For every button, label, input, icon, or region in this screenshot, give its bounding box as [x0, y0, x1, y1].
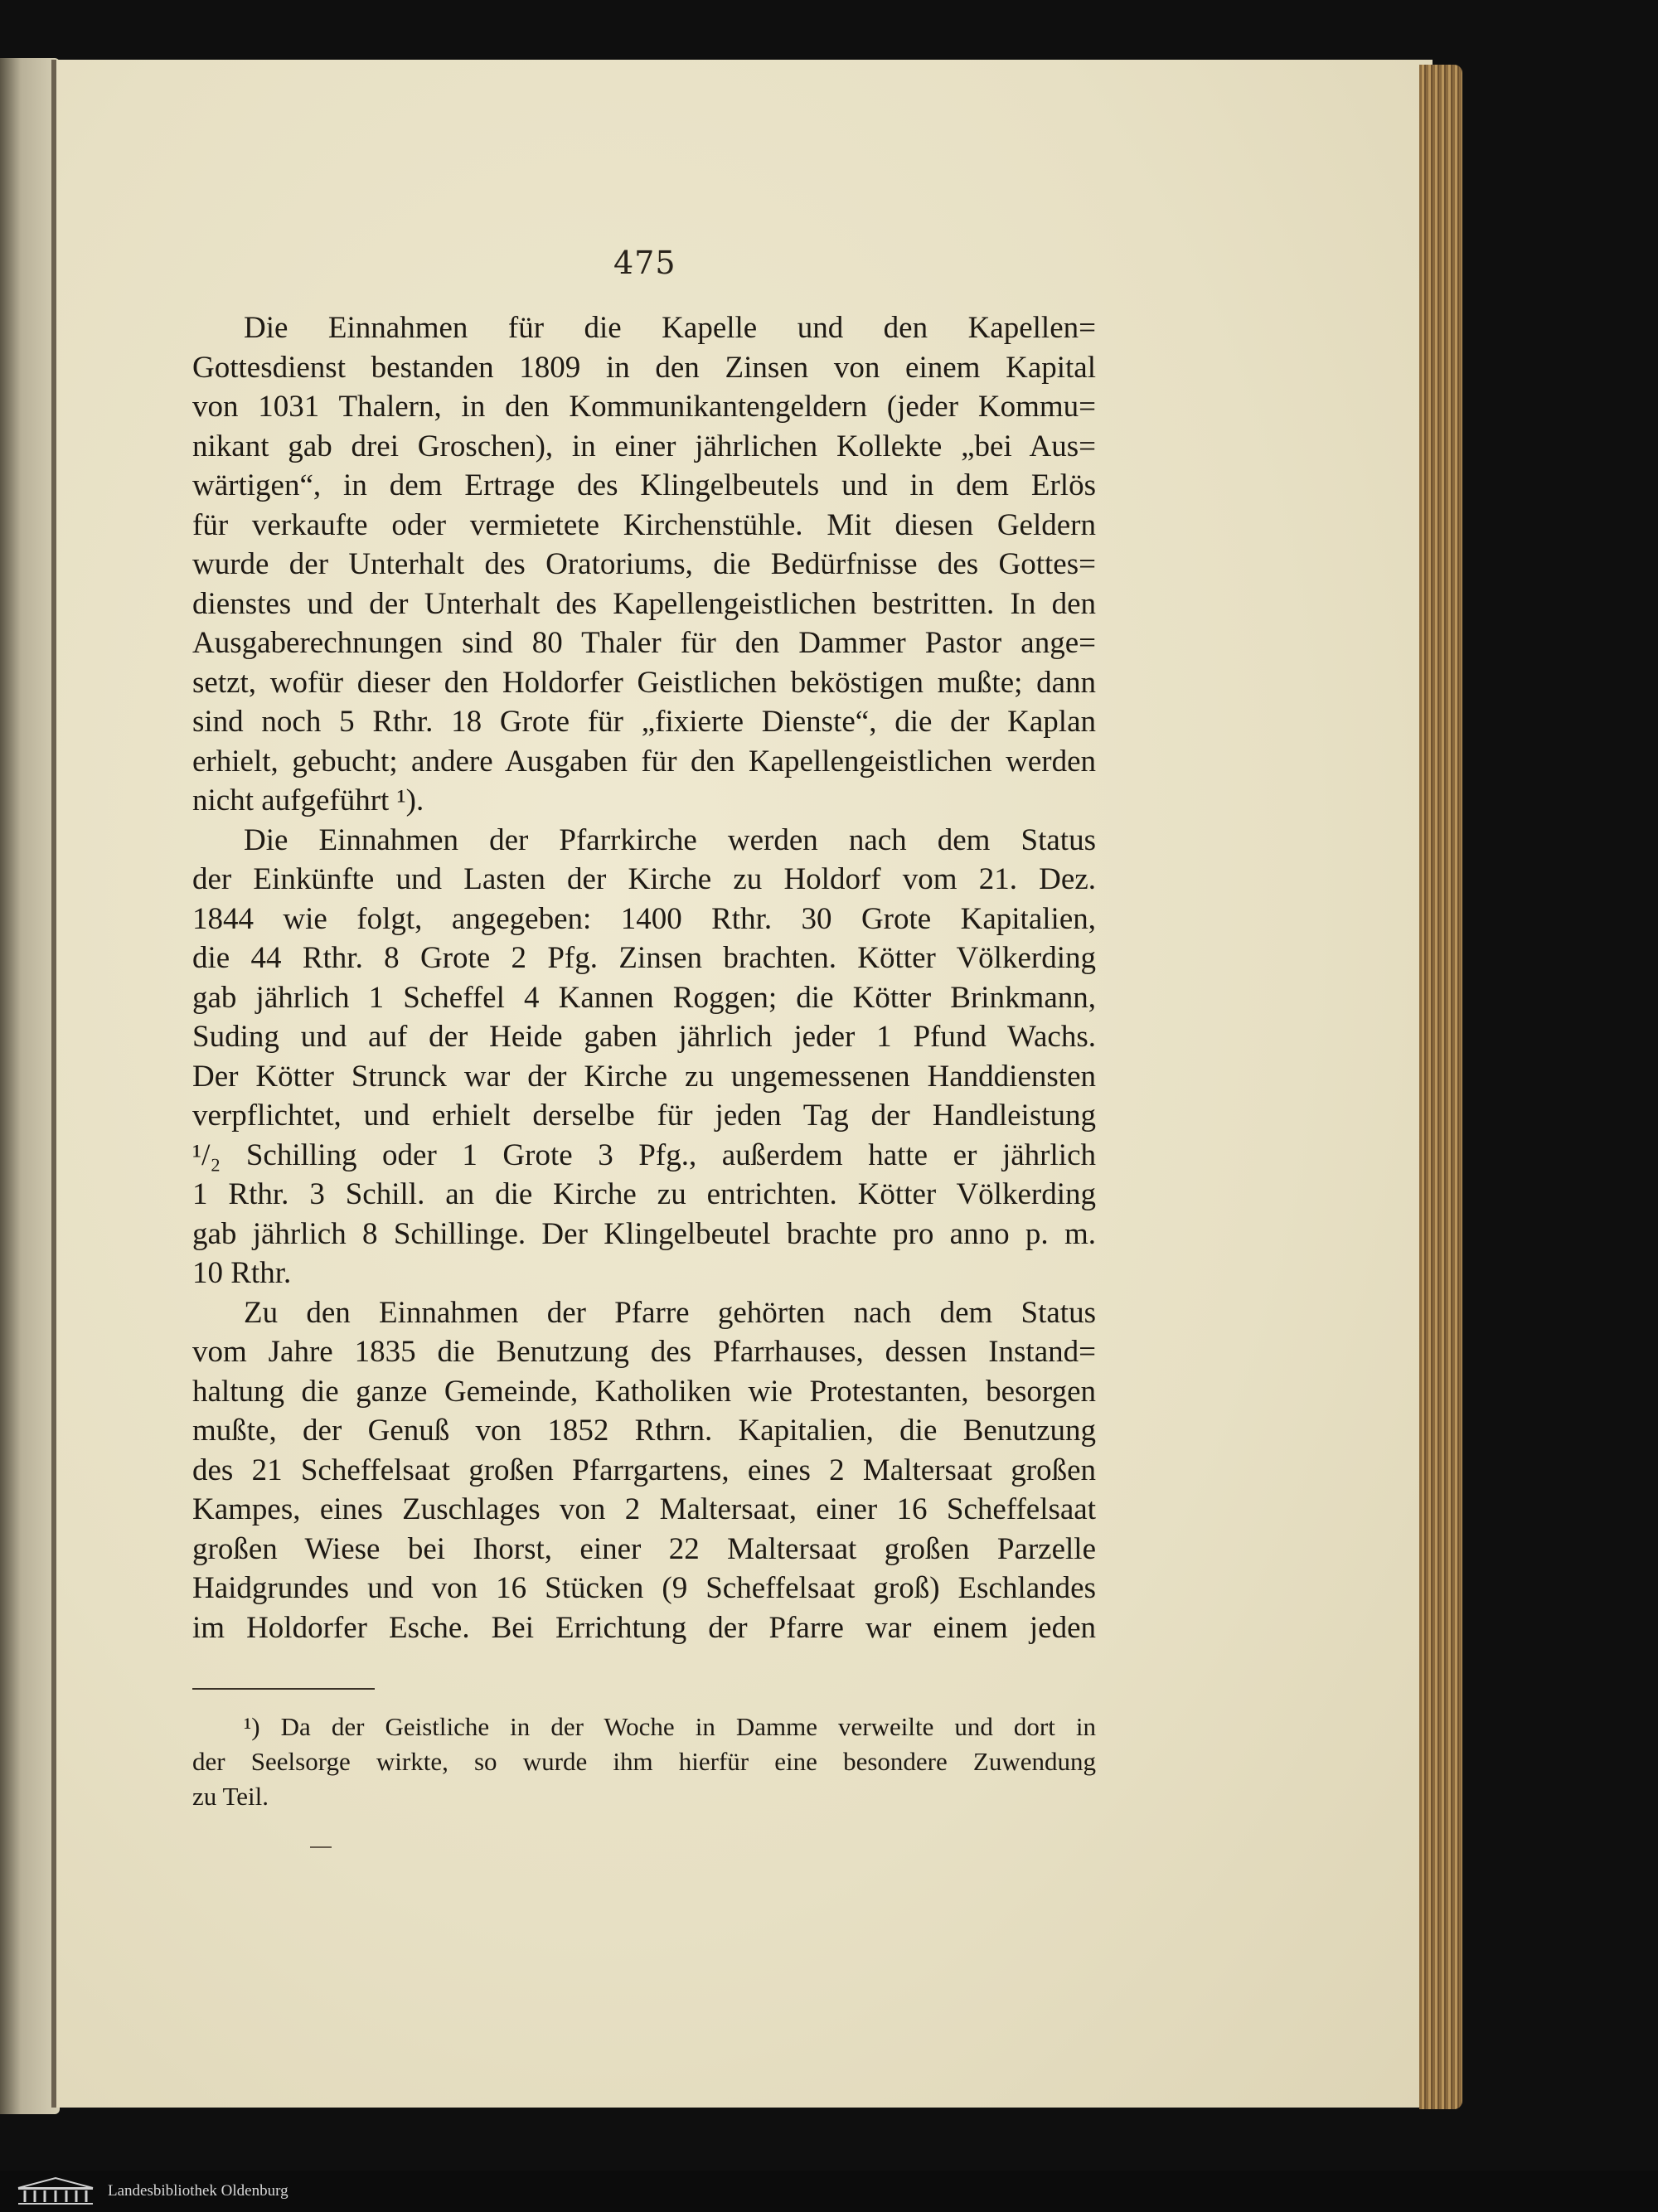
- footnote-line: ¹) Da der Geistliche in der Woche in Damme verweilte und dort in: [244, 1712, 1096, 1741]
- text-line: der Einkünfte und Lasten der Kirche zu Holdorf vom 21. Dez.: [192, 862, 1096, 896]
- text-line: von 1031 Thalern, in den Kommunikantengeldern (jeder Kommu=: [192, 390, 1096, 424]
- text-line: Ausgaberechnungen sind 80 Thaler für den Dammer Pastor ange=: [192, 626, 1096, 660]
- book-edge: [1419, 65, 1462, 2109]
- text-line: ¹/₂ Schilling oder 1 Grote 3 Pfg., außerdem hatte er jährlich: [192, 1138, 1096, 1172]
- page-number: 475: [613, 245, 676, 281]
- footnotes: [192, 1710, 1096, 1814]
- footnote-line: zu Teil.: [192, 1782, 269, 1811]
- library-banner: [0, 2171, 1658, 2212]
- text-line: Die Einnahmen der Pfarrkirche werden nach dem Status: [244, 822, 1096, 857]
- text-line: für verkaufte oder vermietete Kirchenstühle. Mit diesen Geldern: [192, 507, 1096, 542]
- text-line: Zu den Einnahmen der Pfarre gehörten nach dem Status: [244, 1295, 1096, 1330]
- text-line: nicht aufgeführt ¹).: [192, 783, 424, 817]
- text-line: gab jährlich 1 Scheffel 4 Kannen Roggen; die Kötter Brinkmann,: [192, 980, 1096, 1015]
- text-line: Gottesdienst bestanden 1809 in den Zinsen von einem Kapital: [192, 350, 1096, 385]
- text-line: nikant gab drei Groschen), in einer jährlichen Kollekte „bei Aus=: [192, 429, 1096, 463]
- footnote-rule: [192, 1688, 375, 1690]
- text-line: die 44 Rthr. 8 Grote 2 Pfg. Zinsen brachten. Kötter Völkerding: [192, 941, 1096, 975]
- text-line: Suding und auf der Heide gaben jährlich jeder 1 Pfund Wachs.: [192, 1020, 1096, 1054]
- text-line: gab jährlich 8 Schillinge. Der Klingelbeutel brachte pro anno p. m.: [192, 1216, 1096, 1251]
- text-line: Der Kötter Strunck war der Kirche zu ungemessenen Handdiensten: [192, 1059, 1096, 1094]
- text-line: im Holdorfer Esche. Bei Errichtung der Pfarre war einem jeden: [192, 1610, 1096, 1645]
- text-line: setzt, wofür dieser den Holdorfer Geistlichen beköstigen mußte; dann: [192, 665, 1096, 700]
- text-line: sind noch 5 Rthr. 18 Grote für „fixierte Dienste“, die der Kaplan: [192, 705, 1096, 739]
- text-line: 10 Rthr.: [192, 1256, 292, 1290]
- footnote-line: der Seelsorge wirkte, so wurde ihm hierfür eine besondere Zuwendung: [192, 1747, 1096, 1776]
- text-line: des 21 Scheffelsaat großen Pfarrgartens, eines 2 Maltersaat großen: [192, 1453, 1096, 1487]
- text-line: vom Jahre 1835 die Benutzung des Pfarrhauses, dessen Instand=: [192, 1335, 1096, 1369]
- text-line: Kampes, eines Zuschlages von 2 Maltersaat, einer 16 Scheffelsaat: [192, 1492, 1096, 1526]
- text-line: mußte, der Genuß von 1852 Rthrn. Kapitalien, die Benutzung: [192, 1414, 1096, 1448]
- text-line: Haidgrundes und von 16 Stücken (9 Scheffelsaat groß) Eschlandes: [192, 1571, 1096, 1605]
- text-line: großen Wiese bei Ihorst, einer 22 Maltersaat großen Parzelle: [192, 1531, 1096, 1566]
- text-line: 1844 wie folgt, angegeben: 1400 Rthr. 30 Grote Kapitalien,: [192, 901, 1096, 936]
- text-line: 1 Rthr. 3 Schill. an die Kirche zu entrichten. Kötter Völkerding: [192, 1177, 1096, 1211]
- body-text: [192, 308, 1096, 1647]
- text-line: erhielt, gebucht; andere Ausgaben für den Kapellengeistlichen werden: [192, 744, 1096, 779]
- text-line: wärtigen“, in dem Ertrage des Klingelbeutels und in dem Erlös: [192, 468, 1096, 502]
- decorative-dash: [310, 1846, 332, 1848]
- text-line: wurde der Unterhalt des Oratoriums, die Bedürfnisse des Gottes=: [192, 547, 1096, 581]
- text-line: verpflichtet, und erhielt derselbe für jeden Tag der Handleistung: [192, 1099, 1096, 1133]
- library-building-icon[interactable]: [15, 2176, 96, 2206]
- text-line: haltung die ganze Gemeinde, Katholiken wie Protestanten, besorgen: [192, 1374, 1096, 1409]
- text-line: Die Einnahmen für die Kapelle und den Kapellen=: [244, 311, 1096, 345]
- library-name[interactable]: Landesbibliothek Oldenburg: [108, 2182, 288, 2200]
- text-line: dienstes und der Unterhalt des Kapellengeistlichen bestritten. In den: [192, 586, 1096, 621]
